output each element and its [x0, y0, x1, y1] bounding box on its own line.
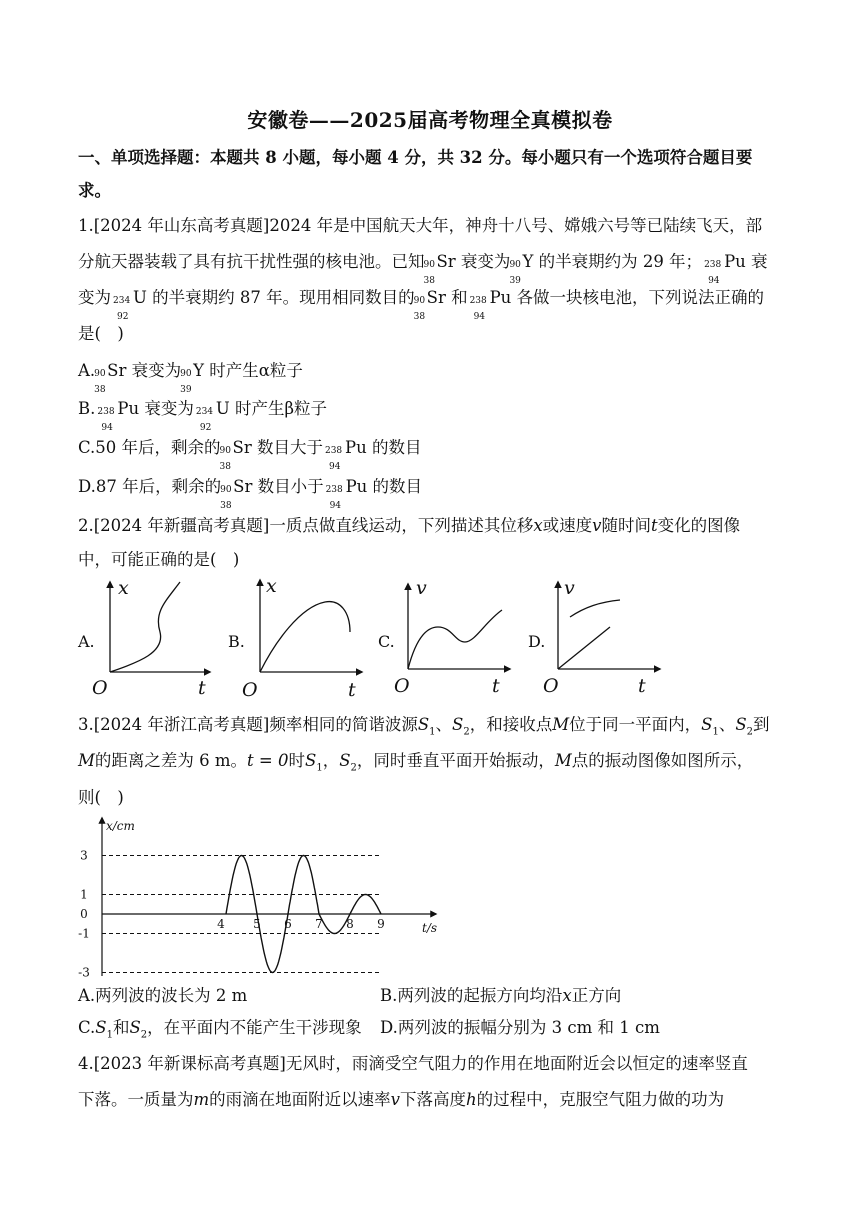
q2-graph-a-axis-x: t: [198, 677, 206, 699]
q2-graph-d-axis-y: v: [564, 577, 575, 599]
q3-y-label: x/cm: [106, 819, 135, 833]
q2-graph-b-origin: O: [242, 679, 258, 701]
q3-option-c: $C.S_1$和$S_2$，在平面内不能产生干涉现象: [78, 1018, 362, 1041]
q3-option-d: D.两列波的振幅分别为 3 cm 和 1 cm: [380, 1018, 660, 1037]
q3-y-tick-label: 3: [80, 848, 88, 863]
q3-x-tick-label: 4: [217, 917, 225, 931]
q3-line1: 3.[2024 年浙江高考真题]频率相同的简谐波源$S_1$、$S_2$，和接收点M位于同一平面内，$S_1$、$S_2$到: [78, 715, 770, 738]
q3-y-tick-label: 0: [80, 907, 88, 921]
q2-graph-b-axis-y: x: [266, 575, 277, 597]
q2-graph-c: [378, 577, 510, 697]
q2-graphs: [70, 572, 690, 702]
q1-line3: 变为 234 92 U 的半衰期约 87 年。现用相同数目的 90 38 Sr 和 238 94 Pu 各做一块核电池，下列说法正确的: [78, 288, 765, 322]
q3-x-tick-label: 9: [377, 917, 385, 931]
q3-x-tick-label: 7: [315, 917, 323, 931]
section-heading-line1: 一、单项选择题：本题共 8 小题，每小题 4 分，共 32 分。每小题只有一个选项符合题目要: [78, 148, 753, 167]
q2-graph-c-letter: C.: [378, 632, 395, 651]
q2-graph-d: [528, 577, 660, 697]
section-heading-line2: 求。: [78, 181, 111, 200]
q3-vibration-chart: [74, 812, 444, 980]
q1-line4: 是( ): [78, 324, 124, 343]
q3-y-tick-label: -1: [78, 926, 90, 941]
q3-y-tick-label: -3: [78, 965, 90, 980]
q3-options-row2: [78, 1016, 782, 1047]
q1-option-d: D.87 年后，剩余的 90 38 Sr 数目小于 238 94 Pu 的数目: [78, 477, 423, 511]
q3-options-row1: [78, 984, 782, 1008]
q2-graph-b-letter: B.: [228, 632, 245, 651]
q3-x-tick-label: 8: [346, 917, 354, 931]
q3-line2: M的距离之差为 6 m。t = 0时$S_1$，$S_2$，同时垂直平面开始振动，M点的振动图像如图所示，: [78, 751, 754, 774]
q1-option-c: C.50 年后，剩余的 90 38 Sr 数目大于 238 94 Pu 的数目: [78, 438, 422, 472]
q1-option-a: A. 90 38 Sr 衰变为 90 39 Y 时产生α粒子: [78, 361, 303, 395]
q2-graph-b-axis-x: t: [348, 679, 356, 701]
q3-x-tick-label: 6: [284, 917, 292, 931]
page-title: 安徽卷——2025届高考物理全真模拟卷: [247, 108, 613, 132]
q3-option-a: A.两列波的波长为 2 m: [78, 986, 248, 1005]
q2-line1: 2.[2024 年新疆高考真题]一质点做直线运动，下列描述其位移x或速度v随时间t变化的图像: [78, 516, 741, 535]
q3-line3: 则( ): [78, 788, 124, 807]
q1-line2: 分航天器装载了具有抗干扰性强的核电池。已知 90 38 Sr 衰变为 90 39 Y 的半衰期约为 29 年； 238 94 Pu 衰: [78, 252, 768, 286]
q2-graph-a-origin: O: [92, 677, 108, 699]
q3-y-tick-label: 1: [80, 887, 88, 902]
q3-x-tick-label: 5: [253, 917, 261, 931]
q2-graph-c-axis-x: t: [492, 675, 500, 697]
q3-x-label: t/s: [422, 921, 438, 935]
q2-graph-d-axis-x: t: [638, 675, 646, 697]
q2-graph-c-origin: O: [394, 675, 410, 697]
q2-graph-c-axis-y: v: [416, 577, 427, 599]
q2-line2: 中，可能正确的是( ): [78, 550, 240, 569]
q4-line2: 下落。一质量为m的雨滴在地面附近以速率v下落高度h的过程中，克服空气阻力做的功为: [78, 1090, 725, 1109]
q3-option-b: B.两列波的起振方向均沿x正方向: [380, 986, 622, 1005]
q1-option-b: B. 238 94 Pu 衰变为 234 92 U 时产生β粒子: [78, 399, 328, 433]
q4-line1: 4.[2023 年新课标高考真题]无风时，雨滴受空气阻力的作用在地面附近会以恒定的速率竖直: [78, 1054, 748, 1073]
q2-graph-a: [77, 577, 210, 699]
q2-graph-a-axis-y: x: [118, 577, 129, 599]
q1-line1: 1.[2024 年山东高考真题]2024 年是中国航天大年，神舟十八号、嫦娥六号等已陆续飞天，部: [78, 216, 763, 235]
q2-graph-d-letter: D.: [528, 632, 546, 651]
q2-graph-a-letter: A.: [78, 632, 95, 651]
q2-graph-b: [228, 575, 362, 701]
q2-graph-d-origin: O: [543, 675, 559, 697]
